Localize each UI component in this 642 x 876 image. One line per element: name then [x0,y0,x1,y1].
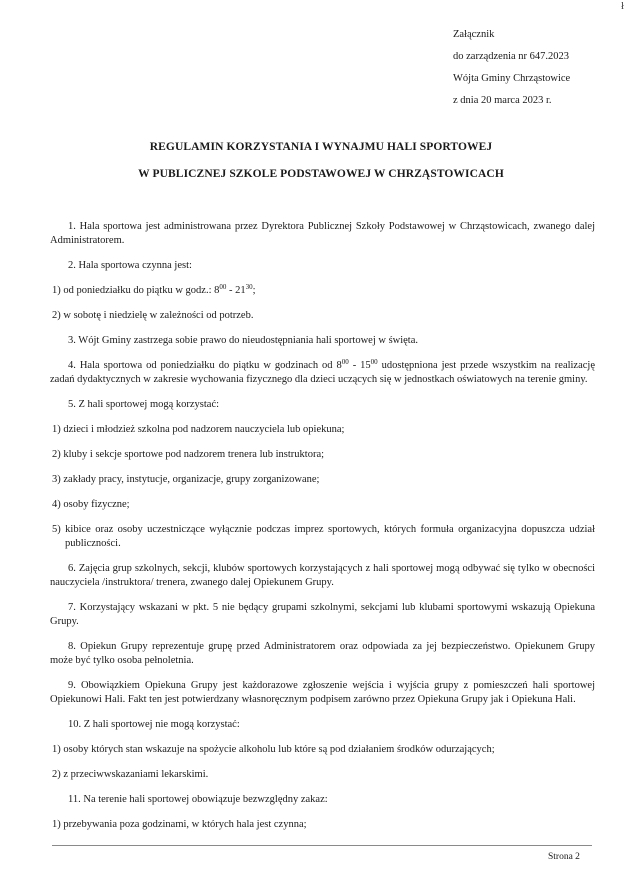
corner-mark: ł [621,0,625,12]
list-item: 2) kluby i sekcje sportowe pod nadzorem trenera lub instruktora; [52,449,325,460]
document-title-line-1: REGULAMIN KORZYSTANIA I WYNAJMU HALI SPORTOWEJ [149,141,493,153]
list-item: 1) przebywania poza godzinami, w których hala jest czynna; [52,819,307,830]
document-title-line-2: W PUBLICZNEJ SZKOLE PODSTAWOWEJ W CHRZĄSTOWICACH [138,168,504,180]
attachment-header [453,24,570,112]
paragraph-10: 10. Z hali sportowej nie mogą korzystać: [68,719,240,730]
paragraph-7: 7. Korzystający wskazani w pkt. 5 nie będący grupami szkolnymi, sekcjami lub klubami sportowymi wskazują Opiekuna Grupy. [50,602,595,627]
list-item: 3) zakłady pracy, instytucje, organizacje, grupy zorganizowane; [52,474,320,485]
paragraph-6: 6. Zajęcia grup szkolnych, sekcji, klubów sportowych korzystających z hali sportowej mogą odbywać się tylko w obecności nauczyciela /instruktora/ trenera, zwanego dalej Opiekunem Grupy. [50,563,595,588]
list-item: 5) kibice oraz osoby uczestniczące wyłącznie podczas imprez sportowych, których formuła organizacyjna dopuszcza udział publiczności. [52,524,595,549]
paragraph-11: 11. Na terenie hali sportowej obowiązuje bezwzględny zakaz: [68,794,328,805]
paragraph-8: 8. Opiekun Grupy reprezentuje grupę przed Administratorem oraz odpowiada za jej bezpieczeństwo. Opiekunem Grupy może być tylko osoba pełnoletnia. [50,641,595,666]
document-body [50,220,595,843]
list-item: 2) w sobotę i niedzielę w zależności od potrzeb. [52,310,254,321]
paragraph-1: 1. Hala sportowa jest administrowana przez Dyrektora Publicznej Szkoły Podstawowej w Chrząstowicach, zwanego dalej Administratorem. [50,221,595,246]
footer-divider [52,845,592,846]
list-item: 4) osoby fizyczne; [52,499,130,510]
list-item: 1) dzieci i młodzież szkolna pod nadzorem nauczyciela lub opiekuna; [52,424,345,435]
paragraph-4: 4. Hala sportowa od poniedziałku do piątku w godzinach od $8^{00} - 15^{00}$ udostępniona jest przede wszystkim na realizację zadań dydaktycznych w zakresie wychowania fizycznego dla dzieci uczących się w jednostkach oświatowych na terenie gminy. [50,358,595,385]
header-line-1: Załącznik [453,29,495,40]
header-line-4: z dnia 20 marca 2023 r. [453,95,552,106]
paragraph-9: 9. Obowiązkiem Opiekuna Grupy jest każdorazowe zgłoszenie wejścia i wyjścia grupy z pomieszczeń hali sportowej Opiekunowi Hali. Fakt ten jest potwierdzany własnoręcznym podpisem zarówno przez Opiekuna Grupy jak i Opiekuna Hali. [50,680,595,705]
list-item: 1) osoby których stan wskazuje na spożycie alkoholu lub które są pod działaniem środków odurzających; [52,744,495,755]
list-item: 2) z przeciwwskazaniami lekarskimi. [52,769,209,780]
paragraph-2: 2. Hala sportowa czynna jest: [68,260,192,271]
list-item: 1) od poniedziałku do piątku w godz.: $8^{00} - 21^{30}$; [52,283,256,296]
paragraph-3: 3. Wójt Gminy zastrzega sobie prawo do nieudostępniania hali sportowej w święta. [68,335,419,346]
paragraph-5: 5. Z hali sportowej mogą korzystać: [68,399,220,410]
header-line-2: do zarządzenia nr 647.2023 [453,51,570,62]
header-line-3: Wójta Gminy Chrząstowice [453,73,571,84]
page-number: Strona 2 [548,852,580,862]
